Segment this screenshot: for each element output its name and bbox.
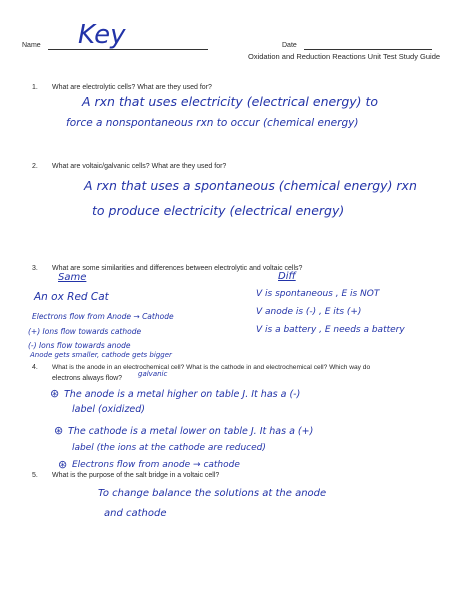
star-bullet-icon: ⊛ [58, 458, 68, 471]
q4-question-part1: What is the anode in an electrochemical cell? What is the cathode in and electrochemical cell? Which way do [52, 364, 371, 371]
q5-answer-line1: To change balance the solutions at the anode [98, 488, 327, 499]
q3-question: What are some similarities and differences between electrolytic and voltaic cells? [52, 265, 303, 272]
q4-inserted-word: galvanic [138, 370, 168, 378]
q2-question: What are voltaic/galvanic cells? What are they used for? [52, 163, 227, 170]
q3-diff-heading: Diff [278, 271, 296, 282]
q4-question-part2: electrons always flow? [52, 375, 123, 382]
q3-same-item-2: Electrons flow from Anode → Cathode [32, 312, 174, 321]
q1-question: What are electrolytic cells? What are they used for? [52, 84, 212, 91]
q2-number: 2. [32, 163, 38, 170]
q5-number: 5. [32, 472, 38, 479]
date-line [304, 49, 432, 50]
q4-answer-line1: The anode is a metal higher on table J. It has a (-) [64, 389, 301, 400]
unit-subtitle: Oxidation and Reduction Reactions Unit Test Study Guide [248, 52, 441, 61]
star-bullet-icon: ⊛ [54, 424, 64, 437]
q3-same-item-5: Anode gets smaller, cathode gets bigger [30, 351, 172, 359]
q3-number: 3. [32, 265, 38, 272]
q3-diff-item-3: V is a battery , E needs a battery [256, 325, 405, 335]
q2-answer-line2: to produce electricity (electrical energy) [92, 203, 345, 218]
q5-question: What is the purpose of the salt bridge in a voltaic cell? [52, 472, 220, 479]
date-label: Date [282, 42, 297, 49]
q2-answer-line1: A rxn that uses a spontaneous (chemical energy) rxn [84, 178, 417, 193]
q5-answer-line2: and cathode [104, 508, 167, 519]
q4-answer-line2: label (oxidized) [72, 404, 146, 415]
name-line [48, 49, 208, 50]
q3-diff-item-2: V anode is (-) , E its (+) [256, 307, 362, 317]
q1-number: 1. [32, 84, 38, 91]
q3-diff-item-1: V is spontaneous , E is NOT [256, 289, 380, 299]
q4-answer-line4: label (the ions at the cathode are reduced) [72, 443, 266, 453]
q1-answer-line2: force a nonspontaneous rxn to occur (chemical energy) [66, 117, 359, 129]
name-label: Name [22, 42, 41, 49]
q4-answer-line5: Electrons flow from anode → cathode [72, 460, 240, 470]
q3-same-item-4: (-) Ions flow towards anode [28, 341, 131, 350]
q3-same-item-1: An ox Red Cat [34, 291, 109, 303]
star-bullet-icon: ⊛ [50, 387, 60, 400]
q3-same-heading: Same [58, 272, 87, 283]
name-value: Key [78, 20, 126, 50]
q3-same-item-3: (+) Ions flow towards cathode [28, 327, 142, 336]
q1-answer-line1: A rxn that uses electricity (electrical energy) to [82, 94, 379, 109]
q4-answer-line3: The cathode is a metal lower on table J. It has a (+) [68, 426, 314, 437]
q4-number: 4. [32, 364, 38, 371]
